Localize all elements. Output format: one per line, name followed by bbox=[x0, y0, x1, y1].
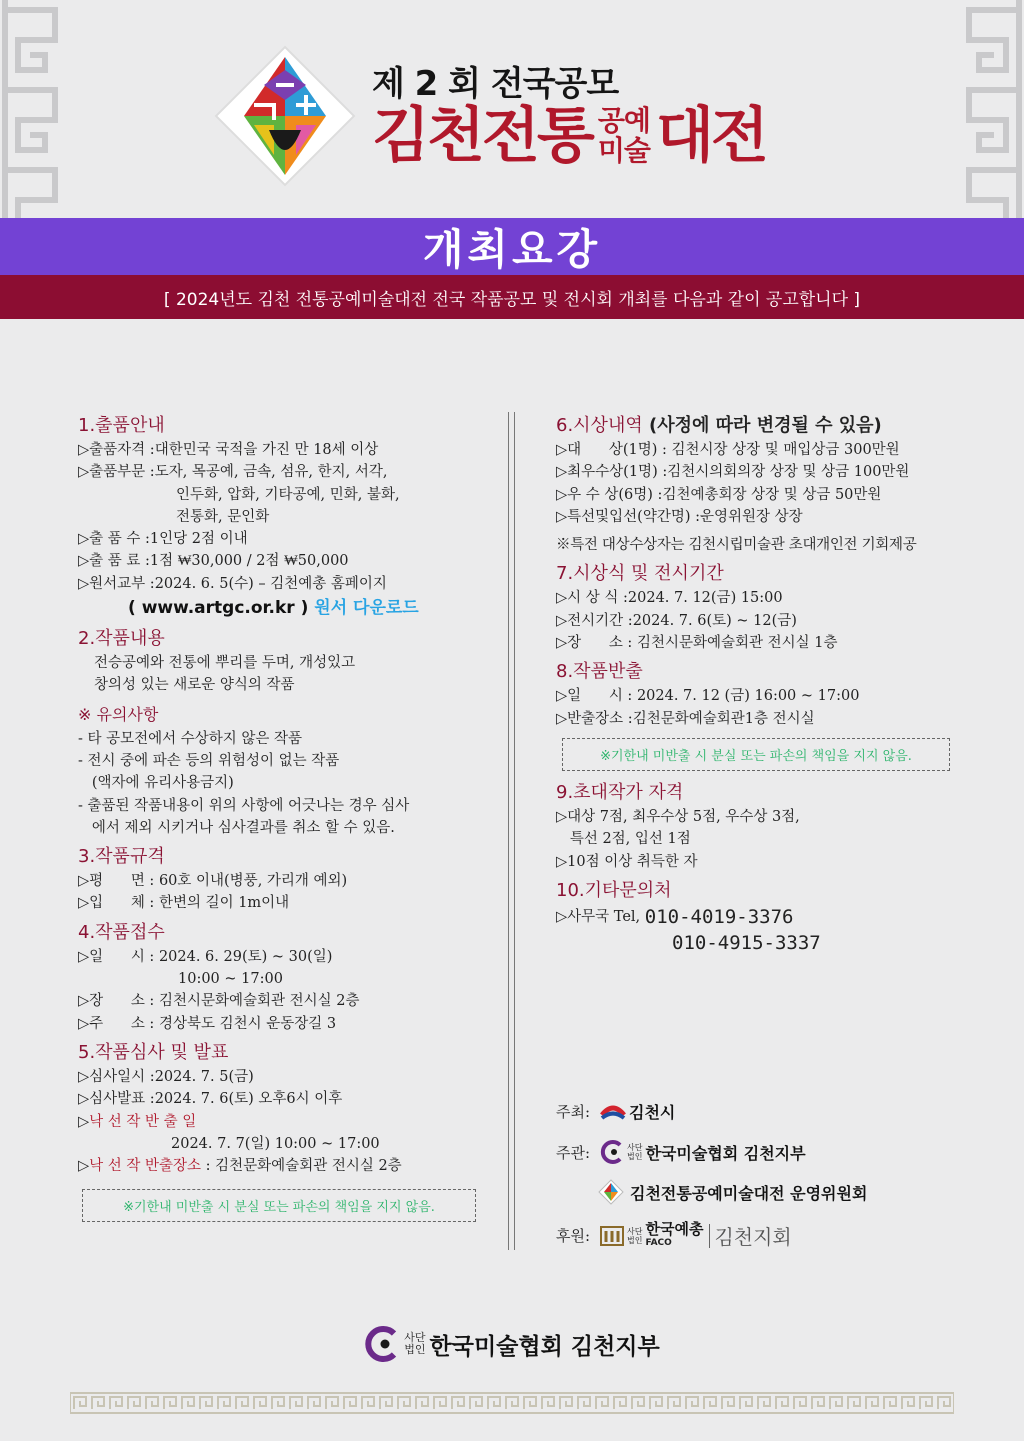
contact-row bbox=[556, 904, 986, 930]
section-contact bbox=[556, 904, 986, 956]
exhibition-title bbox=[372, 100, 766, 172]
caution-line: 에서 제외 시키거나 심사결과를 취소 할 수 있음. bbox=[78, 819, 395, 836]
section-judging bbox=[78, 1066, 498, 1177]
notice-box bbox=[562, 738, 950, 771]
row-value: 김천문화예술회관1층 전시실 bbox=[632, 710, 815, 727]
info-row bbox=[78, 461, 498, 483]
info-row bbox=[78, 946, 498, 968]
section-title: 4.작품접수 bbox=[78, 921, 165, 943]
caution-title: ※ 유의사항 bbox=[78, 704, 159, 724]
row-label: ▷전시기간 : bbox=[556, 612, 633, 629]
row-label: ▷장 소 : bbox=[78, 993, 159, 1010]
info-row bbox=[78, 484, 498, 506]
section-content bbox=[78, 652, 498, 697]
row-value: 전통화, 문인화 bbox=[176, 508, 270, 525]
section-title-text: 6.시상내역 bbox=[556, 415, 643, 436]
info-row bbox=[78, 550, 498, 572]
meander-border-right bbox=[962, 0, 1024, 225]
row-label: ▷일 시 : bbox=[78, 948, 159, 965]
title-stack bbox=[598, 106, 650, 166]
row-value: 2024. 7. 6(토) ~ 12(금) bbox=[632, 612, 797, 629]
row-value: 김천시장 상장 및 매입상금 300만원 bbox=[671, 442, 900, 458]
phone-number[interactable]: 010-4019-3376 bbox=[644, 905, 794, 928]
prefix-bottom: 법인 bbox=[627, 1152, 643, 1161]
info-row bbox=[78, 990, 498, 1012]
caution-line: - 전시 중에 파손 등의 위험성이 없는 작품 bbox=[78, 752, 340, 769]
info-row bbox=[556, 685, 986, 707]
row-value: 김천시문화예술회관 전시실 2층 bbox=[158, 993, 360, 1010]
row-value: 인두화, 압화, 기타공예, 민화, 불화, bbox=[176, 486, 400, 503]
caution-list bbox=[78, 728, 498, 839]
prefix-top: 사단 bbox=[404, 1331, 426, 1344]
info-row bbox=[556, 506, 986, 528]
info-row bbox=[556, 632, 986, 654]
support-label: 후원: bbox=[556, 1227, 591, 1245]
row-label: ▷시 상 식 : bbox=[556, 590, 628, 607]
row-value: 2024. 6. 5(수) – 김천예총 홈페이지 bbox=[154, 575, 387, 592]
info-row bbox=[78, 1133, 498, 1155]
left-column bbox=[78, 408, 498, 1222]
caution-line: - 타 공모전에서 수상하지 않은 작품 bbox=[78, 730, 303, 747]
section-title: 2.작품내용 bbox=[78, 628, 165, 650]
content-line: ▷10점 이상 취득한 자 bbox=[556, 853, 698, 870]
host-label: 주최: bbox=[556, 1103, 591, 1121]
info-row bbox=[78, 573, 498, 595]
info-row bbox=[556, 708, 986, 730]
row-value: 2024. 6. 29(토) ~ 30(일) bbox=[158, 948, 333, 965]
row-value: 대한민국 국적을 가진 만 18세 이상 bbox=[154, 442, 379, 458]
info-row bbox=[78, 439, 498, 461]
return-place-value: : 김천문화예술회관 전시실 2층 bbox=[201, 1158, 402, 1175]
section-specs bbox=[78, 870, 498, 915]
row-value: 2024. 7. 5(금) bbox=[154, 1068, 254, 1085]
title-stack-bottom: 미술 bbox=[597, 134, 650, 167]
row-value: 한변의 길이 1m이내 bbox=[158, 895, 290, 912]
row-label: ▷원서교부 : bbox=[78, 575, 155, 592]
support-prefix bbox=[627, 1227, 642, 1245]
section-title: 10.기타문의처 bbox=[556, 879, 672, 901]
row-value: 도자, 목공예, 금속, 섬유, 한지, 서각, bbox=[154, 464, 388, 481]
exhibition-logo bbox=[214, 45, 356, 187]
row-value: 김천시의회의장 상장 및 상금 100만원 bbox=[667, 464, 910, 481]
section-return bbox=[556, 685, 986, 730]
content-line: 창의성 있는 새로운 양식의 작품 bbox=[94, 677, 295, 694]
row-label: ▷대 상(1명) : bbox=[556, 442, 672, 458]
row-value: 2024. 7. 6(토) 오후6시 이후 bbox=[154, 1091, 343, 1108]
info-row bbox=[78, 870, 498, 892]
row-label: ▷장 소 : bbox=[556, 635, 637, 652]
row-value: 10:00 ~ 17:00 bbox=[178, 971, 283, 988]
notice-text: ※기한내 미반출 시 분실 또는 파손의 책임을 지지 않음. bbox=[123, 1200, 435, 1216]
caution-line: (액자에 유리사용금지) bbox=[78, 775, 234, 792]
notice-text: ※기한내 미반출 시 분실 또는 파손의 책임을 지지 않음. bbox=[600, 748, 912, 764]
row-label: ▷우 수 상(6명) : bbox=[556, 486, 663, 503]
notice-box bbox=[82, 1189, 476, 1222]
support-row bbox=[556, 1221, 792, 1250]
application-link-line bbox=[78, 595, 498, 621]
heading-text: 개최요강 bbox=[422, 224, 602, 274]
return-day-label: 낙 선 작 반 출 일 bbox=[89, 1113, 197, 1130]
section-title bbox=[556, 414, 986, 438]
footer-organizer bbox=[0, 1322, 1024, 1366]
row-label: ▷특선및입선(약간명) : bbox=[556, 508, 701, 525]
info-row bbox=[78, 1013, 498, 1035]
support-name: 한국예총 bbox=[645, 1219, 704, 1238]
section-title: 7.시상식 및 전시기간 bbox=[556, 563, 724, 585]
prefix-bottom: 법인 bbox=[404, 1343, 426, 1356]
support-branch: 김천지회 bbox=[714, 1225, 792, 1249]
section-awards bbox=[556, 439, 986, 556]
support-sub: FACO bbox=[645, 1237, 672, 1248]
announcement-text: [ 2024년도 김천 전통공예미술대전 전국 작품공모 및 전시회 개최를 다음과 같이 공고합니다 ] bbox=[163, 289, 861, 310]
host-row bbox=[556, 1100, 675, 1123]
return-day-value: 2024. 7. 7(일) 10:00 ~ 17:00 bbox=[171, 1135, 380, 1152]
prefix-bottom: 법인 bbox=[627, 1235, 643, 1245]
committee-row bbox=[598, 1179, 867, 1205]
heading-banner bbox=[0, 218, 1024, 275]
organizer-label: 주관: bbox=[556, 1143, 591, 1162]
info-row bbox=[78, 506, 498, 528]
footer-name: 한국미술협회 김천지부 bbox=[429, 1333, 660, 1360]
row-label: ▷출 품 료 : bbox=[78, 553, 150, 570]
art-association-logo bbox=[600, 1140, 624, 1164]
caution-line: - 출품된 작품내용이 위의 사항에 어긋나는 경우 심사 bbox=[78, 797, 410, 814]
info-row bbox=[556, 587, 986, 609]
return-place-label: 낙 선 작 반출장소 bbox=[89, 1158, 202, 1175]
organizer-prefix bbox=[627, 1143, 642, 1161]
support-org bbox=[645, 1219, 704, 1250]
row-value: 김천예총회장 상장 및 상금 50만원 bbox=[662, 486, 882, 503]
announcement-banner bbox=[0, 275, 1024, 319]
right-column bbox=[556, 408, 986, 956]
prefix-top: 사단 bbox=[627, 1143, 643, 1152]
section-title-note: (사정에 따라 변경될 수 있음) bbox=[642, 415, 882, 436]
info-row bbox=[78, 1088, 498, 1110]
info-row bbox=[556, 610, 986, 632]
row-value: 60호 이내(병풍, 가리개 예외) bbox=[158, 873, 348, 890]
website-link[interactable]: ( www.artgc.or.kr ) bbox=[128, 598, 309, 619]
row-value: 2024. 7. 12 (금) 16:00 ~ 17:00 bbox=[636, 688, 860, 705]
poster-header bbox=[0, 0, 1024, 220]
meander-border-left bbox=[0, 0, 62, 225]
section-entry-guide bbox=[78, 439, 498, 621]
contact-label: ▷사무국 Tel, bbox=[556, 908, 645, 925]
row-label: ▷심사일시 : bbox=[78, 1068, 155, 1085]
row-label: ▷반출장소 : bbox=[556, 710, 633, 727]
column-divider bbox=[508, 412, 515, 1250]
art-association-logo bbox=[364, 1326, 400, 1362]
section-title: 3.작품규격 bbox=[78, 846, 165, 868]
info-row: ▷ 낙 선 작 반출장소 : 김천문화예술회관 전시실 2층 bbox=[78, 1155, 498, 1177]
section-ceremony bbox=[556, 587, 986, 654]
exhibition-logo-small bbox=[598, 1179, 624, 1205]
row-label: ▷주 소 : bbox=[78, 1015, 159, 1032]
content-line: ▷대상 7점, 최우수상 5점, 우수상 3점, bbox=[556, 808, 800, 825]
row-value: 김천시문화예술회관 전시실 1층 bbox=[636, 635, 838, 652]
footer-prefix bbox=[404, 1332, 425, 1356]
row-value: 운영위원장 상장 bbox=[700, 508, 803, 525]
section-title: 5.작품심사 및 발표 bbox=[78, 1041, 229, 1063]
edition-title: 제 2 회 전국공모 bbox=[372, 64, 619, 104]
section-submission bbox=[78, 946, 498, 1035]
content-line: 특선 2점, 입선 1점 bbox=[556, 831, 691, 848]
committee-name: 김천전통공예미술대전 운영위원회 bbox=[630, 1183, 868, 1203]
section-invited-artist bbox=[556, 806, 986, 873]
organizer-row bbox=[556, 1140, 806, 1164]
support-divider bbox=[709, 1224, 710, 1248]
section-title: 9.초대작가 자격 bbox=[556, 781, 684, 803]
content-line: 전승공예와 전통에 뿌리를 두며, 개성있고 bbox=[94, 655, 356, 672]
contact-row bbox=[556, 930, 986, 956]
award-note: ※특전 대상수상자는 김천시립미술관 초대개인전 기회제공 bbox=[556, 537, 917, 554]
row-label: ▷평 면 : bbox=[78, 873, 159, 890]
info-row bbox=[78, 1066, 498, 1088]
row-value: 경상북도 김천시 운동장길 3 bbox=[158, 1015, 337, 1032]
info-row bbox=[78, 528, 498, 550]
row-value: 2024. 7. 12(금) 15:00 bbox=[627, 590, 783, 607]
row-label: ▷출 품 수 : bbox=[78, 531, 150, 548]
row-value: 1점 ₩30,000 / 2점 ₩50,000 bbox=[149, 553, 349, 570]
organizer-name: 한국미술협회 김천지부 bbox=[645, 1143, 806, 1163]
title-part-1: 김천전통 bbox=[372, 101, 592, 171]
row-label: ▷일 시 : bbox=[556, 688, 637, 705]
row-label: ▷출품부문 : bbox=[78, 464, 155, 481]
section-title: 8.작품반출 bbox=[556, 661, 643, 683]
info-row bbox=[78, 892, 498, 914]
section-title: 1.출품안내 bbox=[78, 415, 165, 436]
row-label: ▷최우수상(1명) : bbox=[556, 464, 668, 481]
row-value: 1인당 2점 이내 bbox=[149, 531, 248, 548]
info-row bbox=[556, 439, 986, 461]
info-row bbox=[556, 484, 986, 506]
title-part-2: 대전 bbox=[655, 101, 766, 171]
gimcheon-city-logo bbox=[600, 1101, 626, 1123]
form-download-link[interactable]: 원서 다운로드 bbox=[314, 598, 419, 619]
row-label: ▷출품자격 : bbox=[78, 442, 155, 458]
info-row bbox=[556, 461, 986, 483]
row-label: ▷심사발표 : bbox=[78, 1091, 155, 1108]
faco-logo bbox=[600, 1224, 624, 1248]
info-row: ▷ 낙 선 작 반 출 일 bbox=[78, 1111, 498, 1133]
row-label: ▷입 체 : bbox=[78, 895, 159, 912]
host-name: 김천시 bbox=[629, 1103, 676, 1122]
prefix-top: 사단 bbox=[627, 1226, 643, 1236]
info-row bbox=[78, 968, 498, 990]
title-stack-top: 공예 bbox=[597, 104, 650, 137]
meander-border-bottom bbox=[70, 1392, 954, 1414]
phone-number[interactable]: 010-4915-3337 bbox=[672, 931, 821, 954]
